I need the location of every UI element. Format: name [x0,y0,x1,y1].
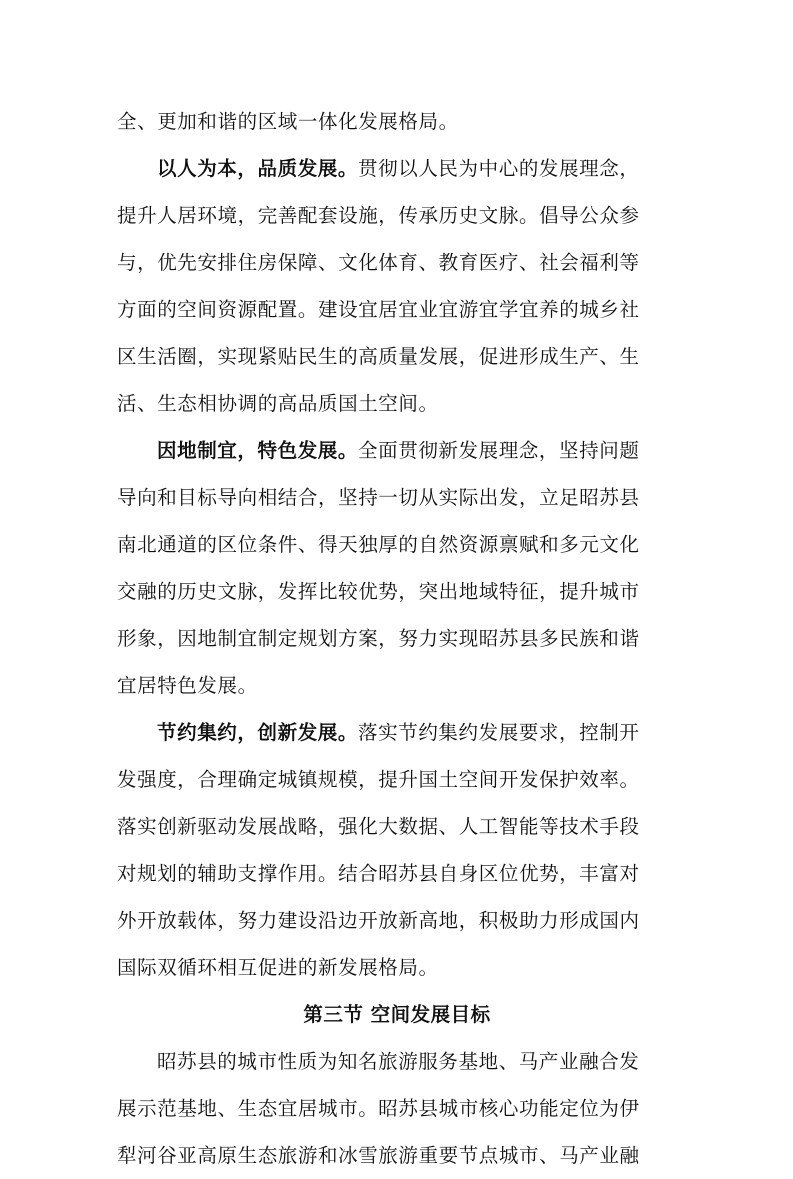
paragraph-line: 南北通道的区位条件、得天独厚的自然资源禀赋和多元文化 [117,533,640,556]
paragraph-text: 落实节约集约发展要求，控制开 [358,721,640,744]
document-page [117,98,677,1179]
section-body-paragraph [117,1038,677,1179]
paragraph-line: 展示范基地、生态宜居城市。昭苏县城市核心功能定位为伊 [117,1097,640,1120]
paragraph-text: 全面贯彻新发展理念，坚持问题 [358,439,640,462]
paragraph-first-line: 昭苏县的城市性质为知名旅游服务基地、马产业融合发 [157,1050,640,1073]
paragraph-first-line [117,427,677,474]
principle-title: 以人为本，品质发展。 [157,157,359,180]
section-heading: 第三节 空间发展目标 [303,1003,491,1026]
paragraph-line: 宜居特色发展。 [117,674,258,697]
paragraph-line: 对规划的辅助支撑作用。结合昭苏县自身区位优势，丰富对 [117,862,640,885]
paragraph-line: 方面的空间资源配置。建设宜居宜业宜游宜学宜养的城乡社 [117,298,640,321]
principle-paragraph-intensive-innovation [117,709,677,991]
paragraph-line: 活、生态相协调的高品质国土空间。 [117,392,439,415]
principle-paragraph-local-conditions [117,427,677,709]
paragraph-line: 形象，因地制宜制定规划方案，努力实现昭苏县多民族和谐 [117,627,640,650]
paragraph-first-line [117,145,677,192]
paragraph-text: 贯彻以人民为中心的发展理念， [358,157,640,180]
paragraph-line: 发强度，合理确定城镇规模，提升国土空间开发保护效率。 [117,768,640,791]
paragraph-line: 导向和目标导向相结合，坚持一切从实际出发，立足昭苏县 [117,486,640,509]
paragraph-continuation-line: 全、更加和谐的区域一体化发展格局。 [117,110,459,133]
principle-paragraph-people-first [117,145,677,427]
paragraph-line: 落实创新驱动发展战略，强化大数据、人工智能等技术手段 [117,815,640,838]
paragraph-line: 外开放载体，努力建设沿边开放新高地，积极助力形成国内 [117,909,640,932]
paragraph-line: 交融的历史文脉，发挥比较优势，突出地域特征，提升城市 [117,580,640,603]
paragraph-line: 国际双循环相互促进的新发展格局。 [117,956,439,979]
paragraph-line: 犁河谷亚高原生态旅游和冰雪旅游重要节点城市、马产业融 [117,1144,640,1167]
paragraph-line: 与，优先安排住房保障、文化体育、教育医疗、社会福利等 [117,251,640,274]
paragraph-line: 提升人居环境，完善配套设施，传承历史文脉。倡导公众参 [117,204,640,227]
principle-title: 节约集约，创新发展。 [157,721,359,744]
paragraph-line: 区生活圈，实现紧贴民生的高质量发展，促进形成生产、生 [117,345,640,368]
principle-title: 因地制宜，特色发展。 [157,439,359,462]
paragraph-first-line [117,709,677,756]
